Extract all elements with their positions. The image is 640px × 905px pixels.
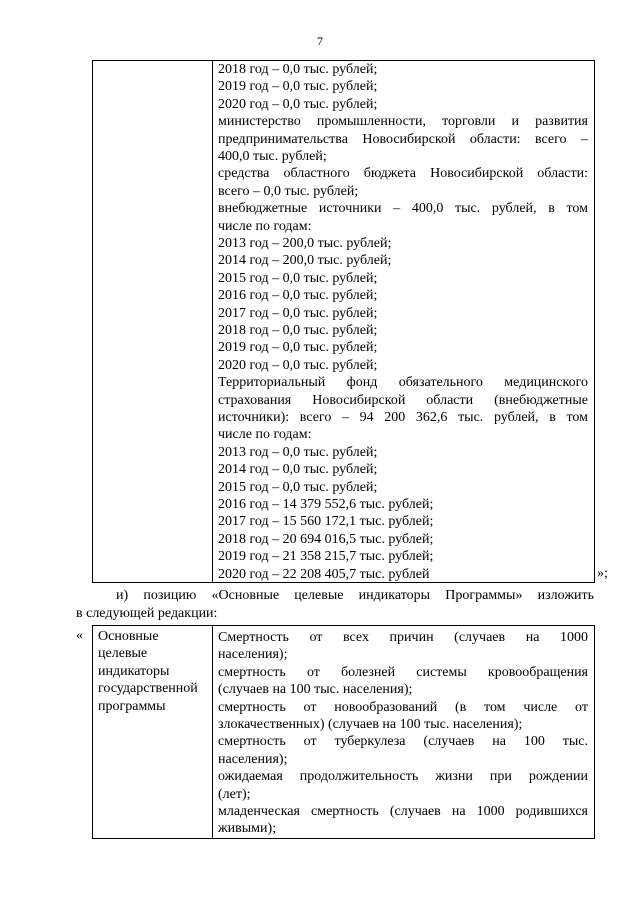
indicator-line: населения); — [218, 647, 288, 663]
funding-line: числе по годам: — [218, 218, 312, 234]
indicator-label-line: Основные — [98, 629, 159, 644]
indicator-label-line: целевые — [98, 646, 148, 662]
funding-line: средства областного бюджета Новосибирской области: — [218, 166, 588, 182]
table-bottom-border — [92, 838, 595, 839]
indicator-line: смертность от болезней системы кровообращения — [218, 664, 588, 680]
funding-line: 2018 год – 0,0 тыс. рублей; — [218, 323, 378, 338]
funding-line: 2016 год – 0,0 тыс. рублей; — [218, 288, 378, 304]
funding-line: 2019 год – 21 358 215,7 тыс. рублей; — [218, 549, 434, 565]
funding-line: 2014 год – 200,0 тыс. рублей; — [218, 253, 392, 269]
indicator-line: (случаев на 100 тыс. населения); — [218, 682, 413, 698]
table-right-border — [594, 625, 595, 839]
indicator-label-line: программы — [98, 698, 166, 714]
indicator-line: младенческая смертность (случаев на 1000 родившихся — [218, 804, 588, 819]
closing-quote: »; — [597, 566, 608, 581]
indicator-line: ожидаемая продолжительность жизни при рождении — [218, 769, 588, 785]
table-top-border — [92, 625, 595, 626]
funding-line: Территориальный фонд обязательного медицинского — [218, 375, 588, 391]
table-left-border — [92, 60, 93, 583]
funding-line: 2015 год – 0,0 тыс. рублей; — [218, 270, 378, 286]
funding-line: предпринимательства Новосибирской области: всего – — [218, 131, 588, 147]
indicator-line: злокачественных) (случаев на 100 тыс. населения); — [218, 717, 523, 732]
funding-line: 2018 год – 20 694 016,5 тыс. рублей; — [218, 531, 434, 547]
funding-line: 2014 год – 0,0 тыс. рублей; — [218, 462, 378, 478]
funding-line: 2017 год – 15 560 172,1 тыс. рублей; — [218, 514, 434, 530]
indicator-line: живыми); — [218, 821, 277, 837]
funding-line: 2017 год – 0,0 тыс. рублей; — [218, 305, 378, 321]
funding-line: 400,0 тыс. рублей; — [218, 149, 327, 164]
funding-line: внебюджетные источники – 400,0 тыс. рублей, в том — [218, 201, 588, 217]
funding-line: всего – 0,0 тыс. рублей; — [218, 183, 359, 199]
funding-line: источники): всего – 94 200 362,6 тыс. рублей, в том — [218, 410, 588, 425]
funding-line: страхования Новосибирской области (внебюджетные — [218, 392, 588, 408]
page-number: 7 — [317, 34, 323, 48]
funding-line: 2019 год – 0,0 тыс. рублей; — [218, 79, 378, 95]
funding-line: 2013 год – 0,0 тыс. рублей; — [218, 444, 378, 460]
table-top-border — [92, 60, 595, 61]
indicator-line: смертность от туберкулеза (случаев на 100 тыс. — [218, 734, 588, 750]
indicator-line: Смертность от всех причин (случаев на 1000 — [218, 630, 588, 645]
funding-line: числе по годам: — [218, 427, 312, 443]
funding-line: 2019 год – 0,0 тыс. рублей; — [218, 340, 378, 356]
indicator-line: (лет); — [218, 786, 251, 802]
table-left-border — [92, 625, 93, 839]
funding-line: 2020 год – 0,0 тыс. рублей; — [218, 96, 378, 112]
funding-line: 2018 год – 0,0 тыс. рублей; — [218, 62, 378, 77]
table-column-divider — [212, 60, 213, 583]
funding-line: 2020 год – 22 208 405,7 тыс. рублей — [218, 566, 430, 582]
paragraph-line: и) позицию «Основные целевые индикаторы Программы» изложить — [116, 588, 594, 603]
indicator-label-line: государственной — [98, 681, 198, 697]
funding-line: 2015 год – 0,0 тыс. рублей; — [218, 479, 378, 495]
funding-line: 2016 год – 14 379 552,6 тыс. рублей; — [218, 497, 434, 512]
indicator-line: населения); — [218, 751, 288, 767]
funding-line: министерство промышленности, торговли и развития — [218, 114, 588, 130]
table-right-border — [594, 60, 595, 583]
opening-quote: « — [76, 628, 83, 643]
paragraph-line: в следующей редакции: — [76, 606, 218, 621]
funding-line: 2013 год – 200,0 тыс. рублей; — [218, 236, 392, 251]
indicator-label-line: индикаторы — [98, 663, 170, 679]
indicator-line: смертность от новообразований (в том числе от — [218, 699, 588, 715]
table-column-divider — [212, 625, 213, 839]
funding-line: 2020 год – 0,0 тыс. рублей; — [218, 357, 378, 373]
